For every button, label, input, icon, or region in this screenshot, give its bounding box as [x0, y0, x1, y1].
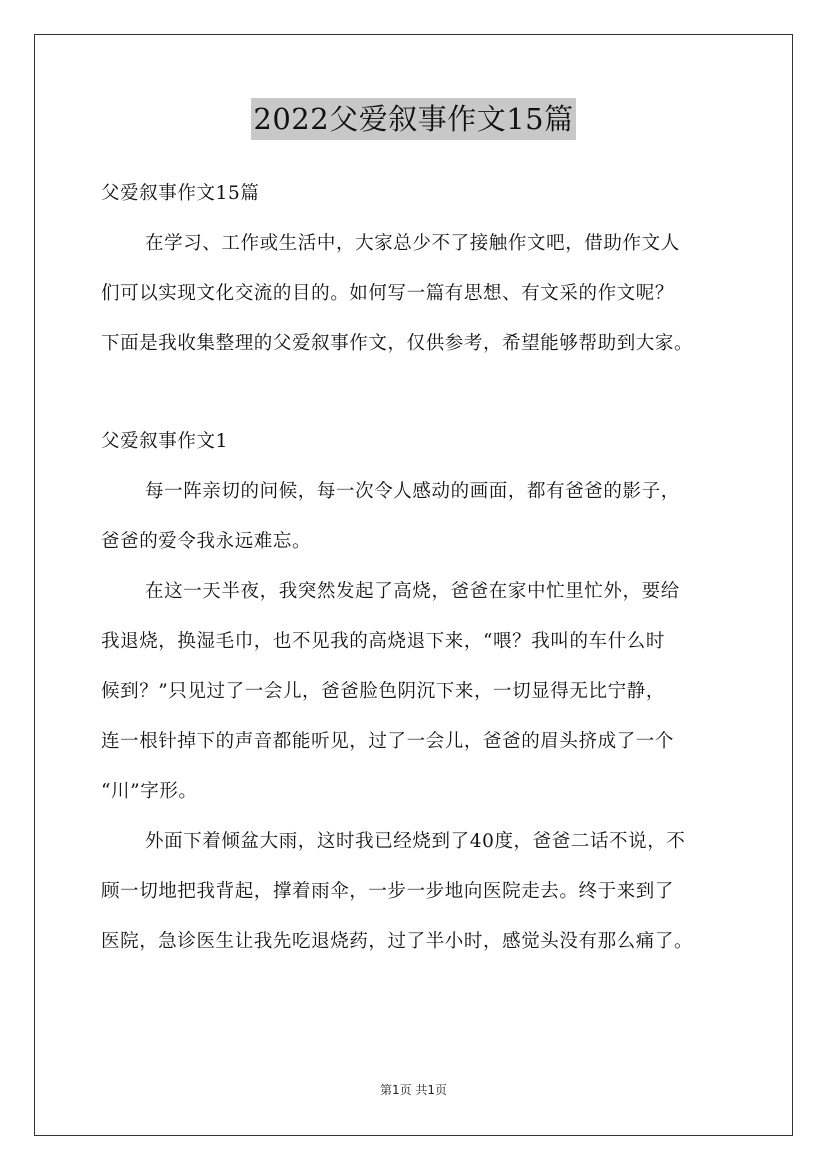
- intro-line: 在学习、工作或生活中，大家总少不了接触作文吧，借助作文人: [145, 233, 680, 254]
- document-title: 2022父爱叙事作文15篇: [251, 98, 575, 140]
- paragraph-line: 每一阵亲切的问候，每一次令人感动的画面，都有爸爸的影子，: [145, 481, 680, 502]
- paragraph-line: 我退烧，换湿毛巾，也不见我的高烧退下来，“喂？我叫的车什么时: [101, 631, 665, 652]
- paragraph-line: 外面下着倾盆大雨，这时我已经烧到了40度，爸爸二话不说，不: [145, 831, 686, 852]
- section-heading: 父爱叙事作文1: [101, 431, 228, 452]
- paragraph-line: 医院，急诊医生让我先吃退烧药，过了半小时，感觉头没有那么痛了。: [101, 931, 694, 952]
- paragraph-line: 顾一切地把我背起，撑着雨伞，一步一步地向医院走去。终于来到了: [101, 881, 675, 902]
- paragraph-line: 在这一天半夜，我突然发起了高烧，爸爸在家中忙里忙外，要给: [145, 581, 680, 602]
- intro-line: 下面是我收集整理的父爱叙事作文，仅供参考，希望能够帮助到大家。: [101, 333, 694, 354]
- paragraph-line: 候到？”只见过了一会儿，爸爸脸色阴沉下来，一切显得无比宁静，: [101, 681, 665, 702]
- document-body: [101, 175, 741, 961]
- subtitle: 父爱叙事作文15篇: [101, 183, 260, 204]
- title-container: [0, 98, 827, 140]
- intro-line: 们可以实现文化交流的目的。如何写一篇有思想、有文采的作文呢？: [101, 283, 675, 304]
- paragraph-line: 连一根针掉下的声音都能听见，过了一会儿，爸爸的眉头挤成了一个: [101, 731, 675, 752]
- paragraph-line: “川”字形。: [101, 781, 198, 802]
- paragraph-line: 爸爸的爱令我永远难忘。: [101, 531, 312, 552]
- page-footer: 第1页 共1页: [379, 1083, 448, 1097]
